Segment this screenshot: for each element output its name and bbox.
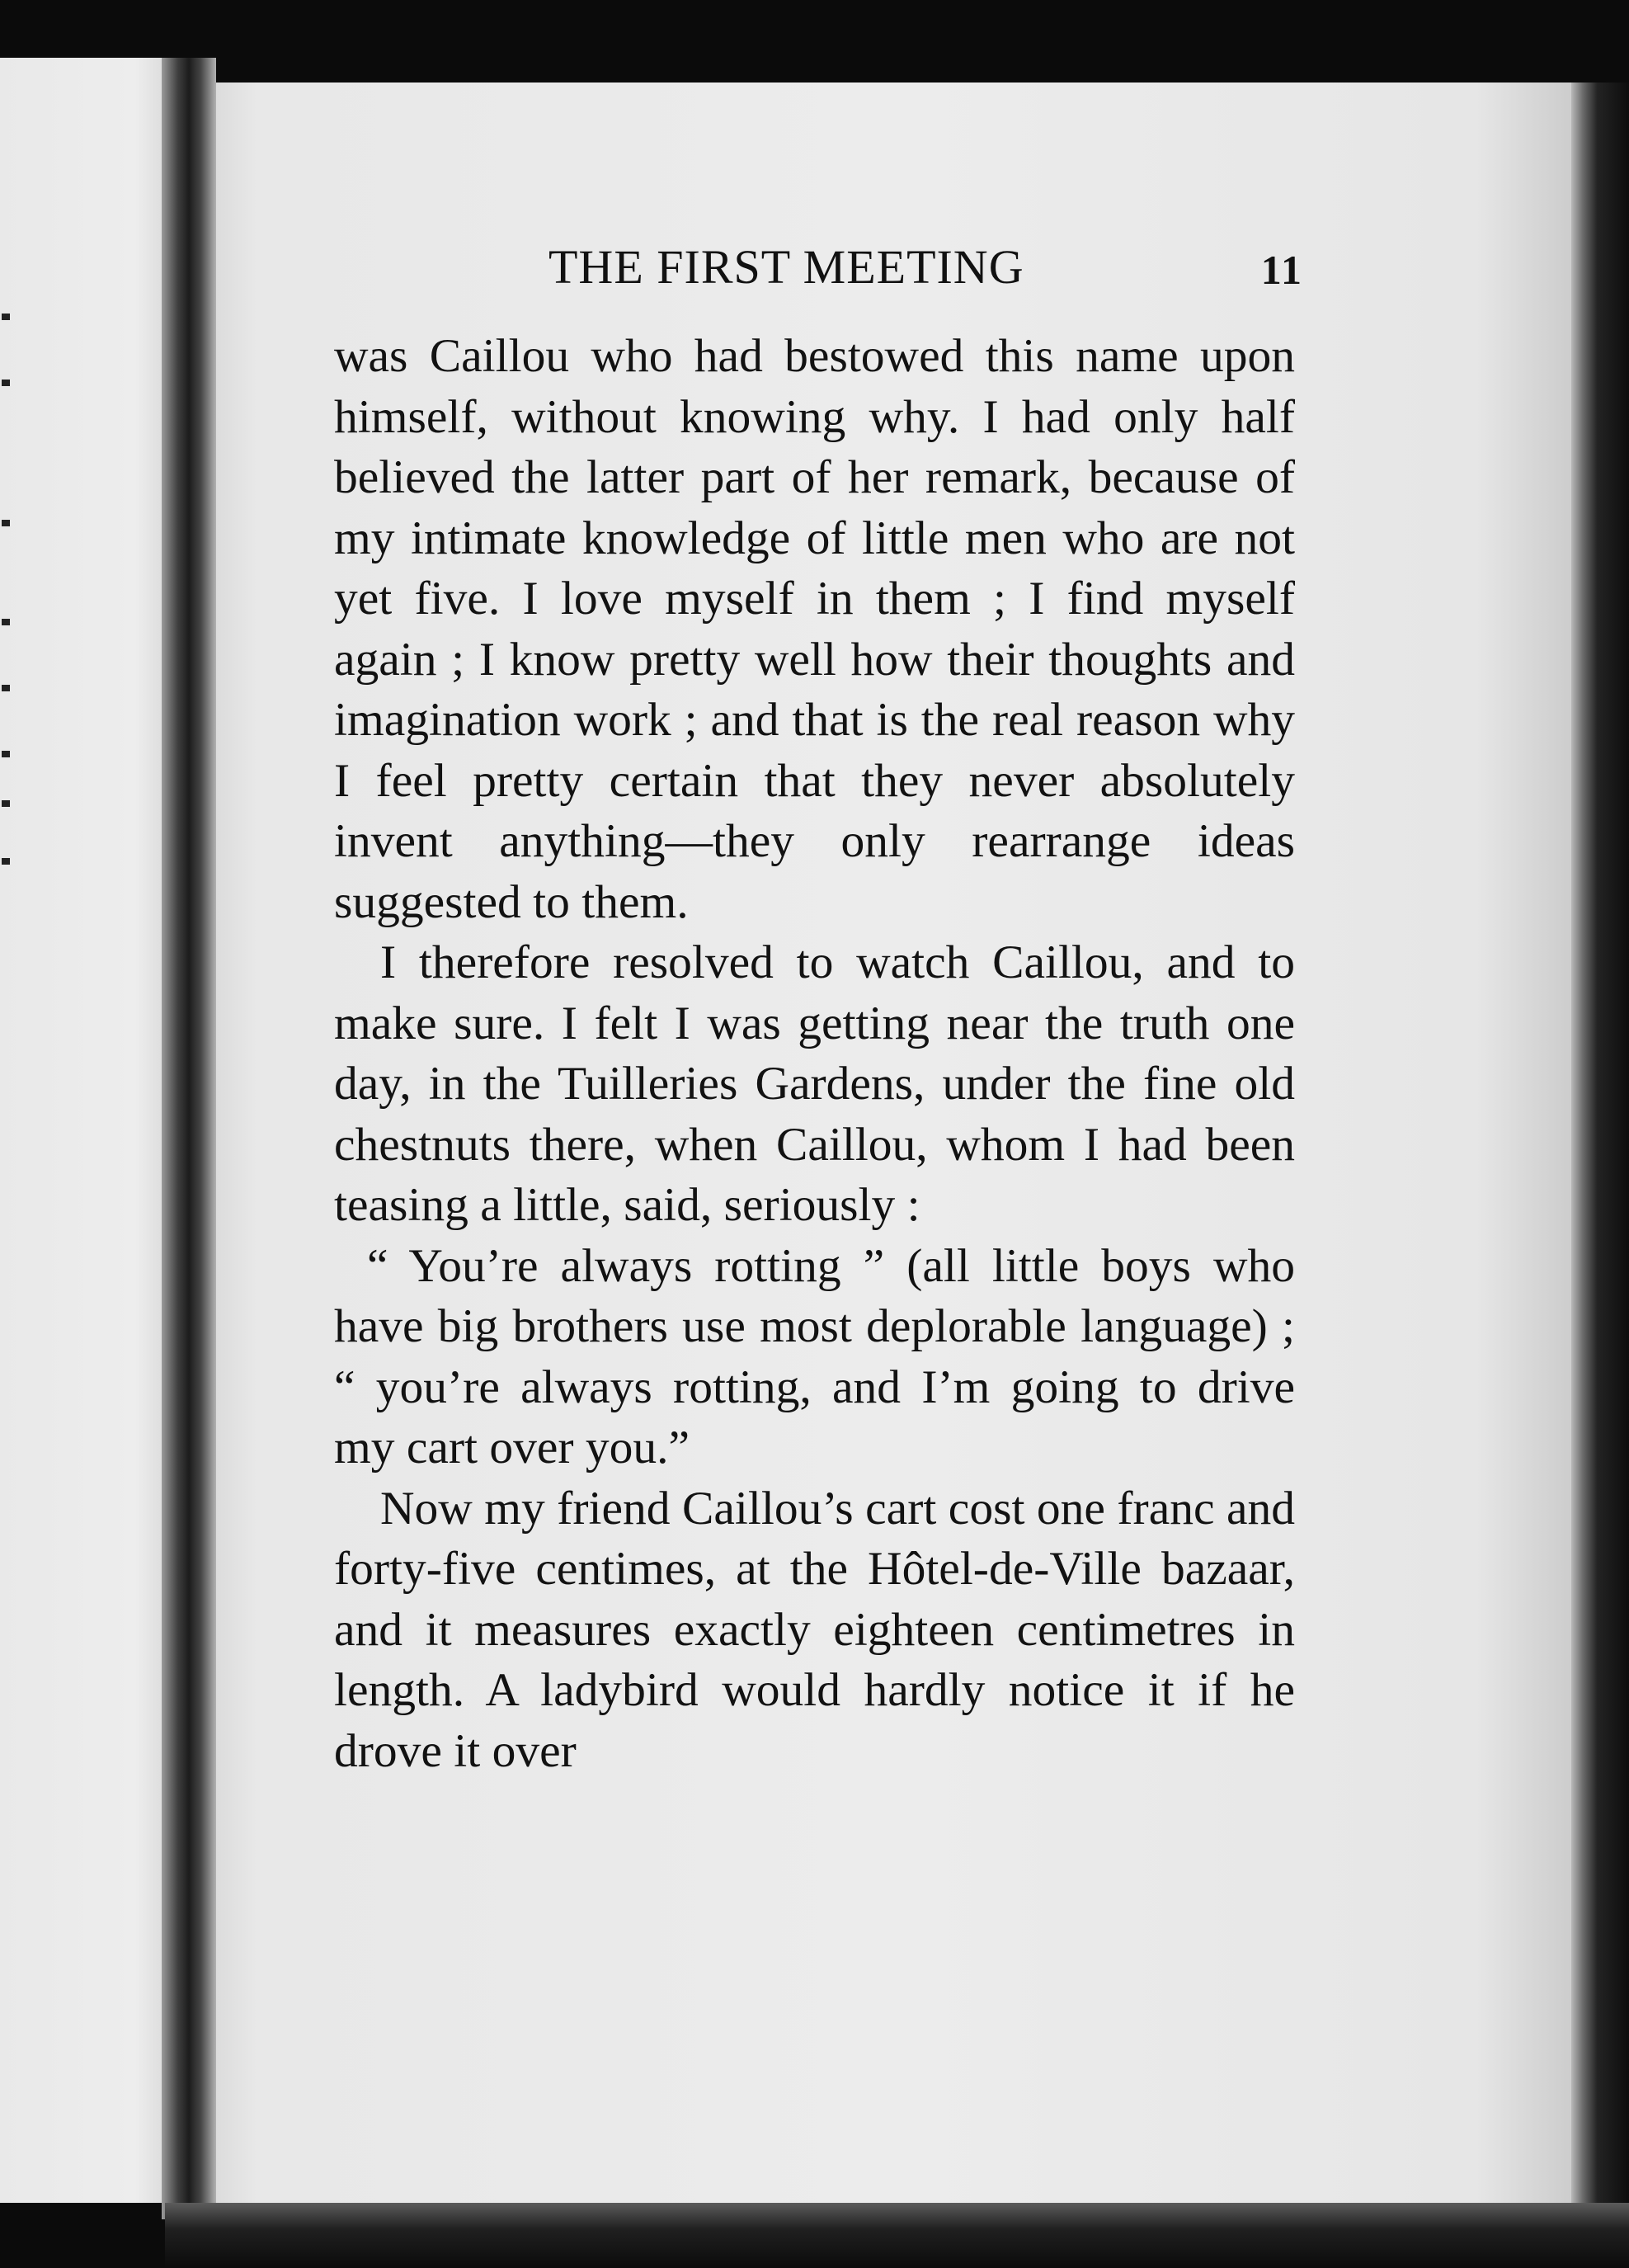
page-number: 11 [1260,247,1303,293]
running-title: THE FIRST MEETING [548,240,1024,294]
page-right-edge-shadow [1571,83,1629,2244]
paragraph-4: Now my friend Caillou’s cart cost one franc and forty-five centimes, at the Hôtel-de-Ville bazaar, and it measures exactly eighteen centimetres in length. A ladybird would hardly notice it if he drove it over [334,1482,1295,1777]
body-text [334,326,1295,1781]
paragraph-3: “ You’re always rotting ” (all little boys who have big brothers use most deplorable language) ; “ you’re always rotting, and I’m going to drive my cart over you.” [334,1239,1295,1473]
paragraph-1: was Caillou who had bestowed this name upon himself, without knowing why. I had only half believed the latter part of her remark, because of my intimate knowledge of little men who are not yet five. I love myself in them ; I find myself again ; I know pretty well how their thoughts and imagination work ; and that is the real reason why I feel pretty certain that they never absolutely invent anything—they only rearrange ideas suggested to them. [334,330,1295,928]
left-page-text-fragments [0,58,16,2203]
page-bottom-shadow [165,2203,1629,2268]
page-header [548,239,1303,305]
paragraph-2: I therefore resolved to watch Caillou, and to make sure. I felt I was getting near the truth one day, in the Tuilleries Gardens, under the fine old chestnuts there, when Caillou, whom I had been teasing a little, said, seriously : [334,936,1295,1231]
book-gutter-shadow [162,58,216,2219]
